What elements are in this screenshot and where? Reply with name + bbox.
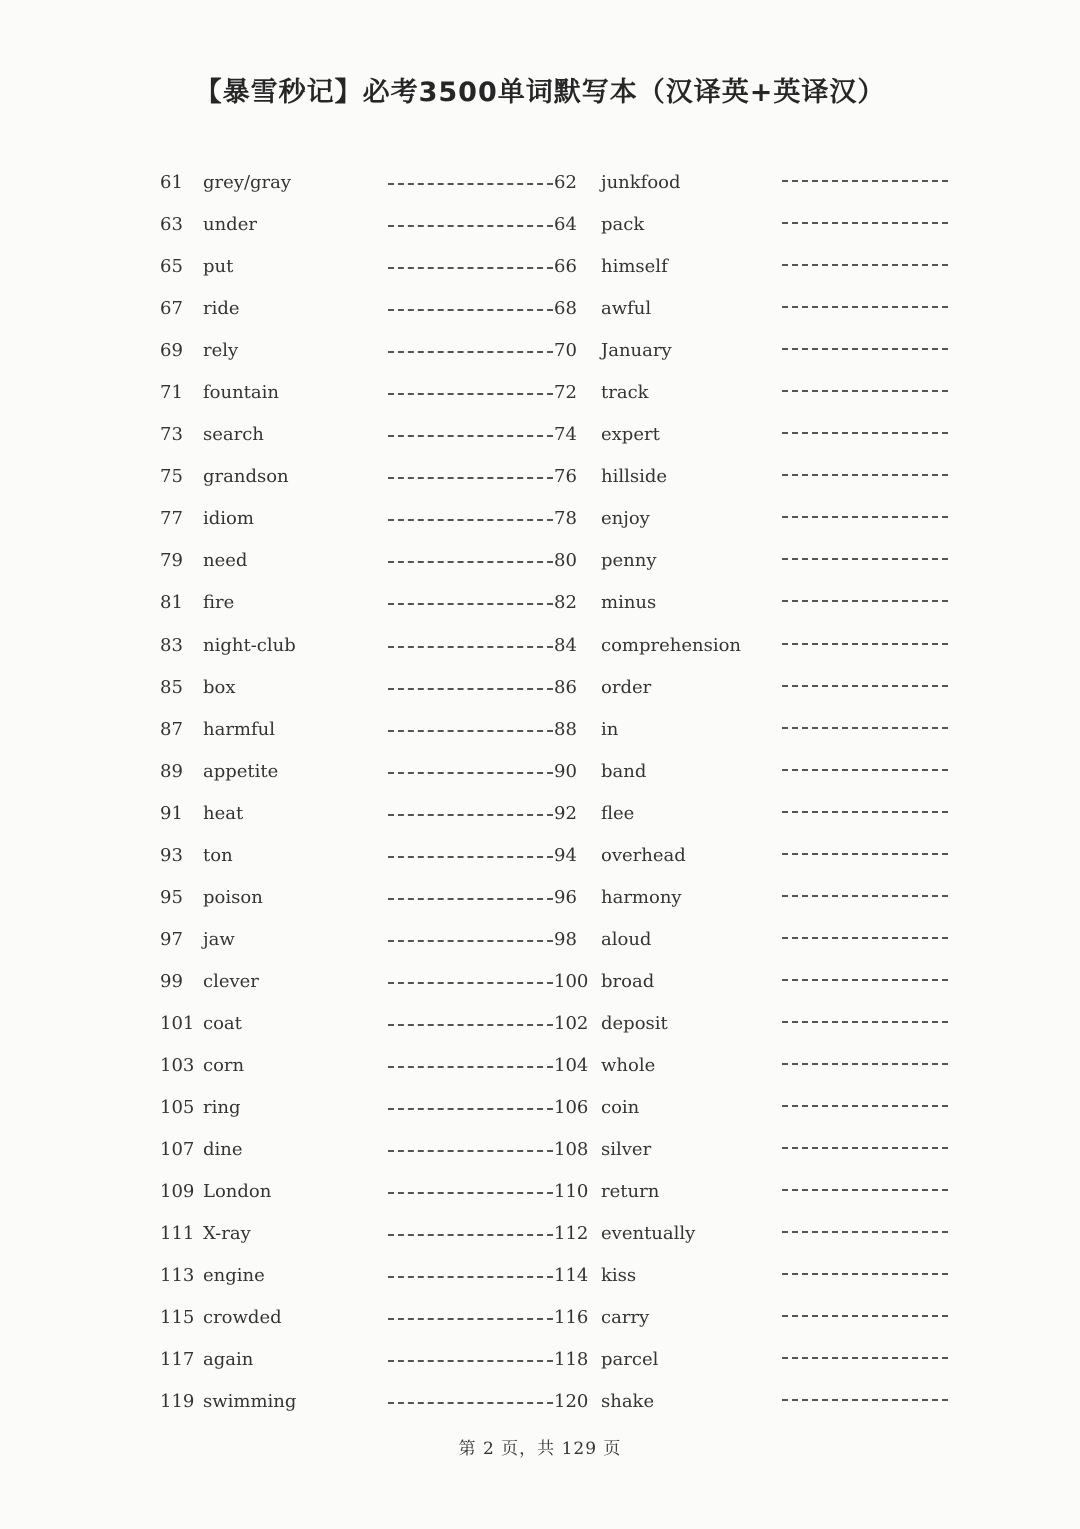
right-word: harmony (601, 886, 682, 908)
left-number: 69 (160, 340, 183, 362)
right-word: expert (601, 424, 660, 446)
word-list (0, 160, 1080, 1421)
right-answer-blank (782, 1021, 948, 1023)
right-number: 86 (554, 676, 577, 698)
word-row (0, 1253, 1080, 1295)
word-row (0, 1337, 1080, 1379)
left-answer-blank (388, 477, 553, 479)
right-answer-blank (782, 1273, 948, 1275)
left-number: 61 (160, 172, 183, 193)
left-word: put (203, 256, 234, 278)
left-answer-blank (388, 730, 553, 732)
left-number: 103 (160, 1054, 195, 1076)
left-word: night-club (203, 634, 296, 656)
right-word: coin (601, 1097, 640, 1119)
left-number: 95 (160, 886, 183, 908)
left-number: 117 (160, 1349, 195, 1371)
left-word: fountain (203, 382, 279, 404)
left-word: jaw (203, 928, 235, 950)
left-number: 73 (160, 424, 183, 446)
left-answer-blank (388, 603, 553, 605)
left-number: 91 (160, 802, 183, 824)
right-answer-blank (782, 643, 948, 645)
word-row (0, 244, 1080, 286)
right-number: 90 (554, 760, 577, 782)
right-answer-blank (782, 769, 948, 771)
right-word: hillside (601, 466, 668, 488)
right-answer-blank (782, 180, 948, 182)
left-answer-blank (388, 940, 553, 942)
left-answer-blank (388, 1318, 553, 1320)
left-number: 77 (160, 508, 183, 530)
right-answer-blank (782, 516, 948, 518)
left-word: corn (203, 1054, 245, 1076)
word-row (0, 538, 1080, 580)
right-number: 84 (554, 634, 577, 656)
left-number: 87 (160, 718, 183, 740)
word-row (0, 412, 1080, 454)
right-number: 88 (554, 718, 577, 740)
right-answer-blank (782, 685, 948, 687)
right-number: 108 (554, 1139, 589, 1161)
word-row (0, 791, 1080, 833)
left-word: grey/gray (203, 172, 292, 193)
right-answer-blank (782, 600, 948, 602)
right-word: pack (601, 214, 645, 236)
right-number: 116 (554, 1307, 589, 1329)
right-answer-blank (782, 1147, 948, 1149)
right-number: 70 (554, 340, 577, 362)
word-row (0, 707, 1080, 749)
left-number: 97 (160, 928, 183, 950)
right-number: 92 (554, 802, 577, 824)
left-word: again (203, 1349, 254, 1371)
word-row (0, 328, 1080, 370)
left-word: poison (203, 886, 263, 908)
left-number: 81 (160, 592, 183, 614)
left-answer-blank (388, 309, 553, 311)
word-row (0, 202, 1080, 244)
left-word: ton (203, 844, 233, 866)
left-answer-blank (388, 688, 553, 690)
right-answer-blank (782, 1105, 948, 1107)
right-number: 64 (554, 214, 577, 236)
right-word: aloud (601, 928, 652, 950)
left-number: 83 (160, 634, 183, 656)
word-row (0, 580, 1080, 622)
right-word: whole (601, 1054, 656, 1076)
word-row (0, 1211, 1080, 1253)
left-answer-blank (388, 646, 553, 648)
left-answer-blank (388, 267, 553, 269)
right-number: 82 (554, 592, 577, 614)
right-answer-blank (782, 895, 948, 897)
left-word: under (203, 214, 257, 236)
word-row (0, 1085, 1080, 1127)
left-answer-blank (388, 1402, 553, 1404)
right-number: 118 (554, 1349, 589, 1371)
page-footer: 第 2 页，共 129 页 (458, 1439, 622, 1459)
left-answer-blank (388, 1108, 553, 1110)
right-number: 80 (554, 550, 577, 572)
right-word: return (601, 1181, 660, 1203)
left-answer-blank (388, 1234, 553, 1236)
right-answer-blank (782, 1063, 948, 1065)
right-number: 102 (554, 1012, 589, 1034)
word-row (0, 749, 1080, 791)
left-answer-blank (388, 519, 553, 521)
word-row (0, 1127, 1080, 1169)
left-answer-blank (388, 1192, 553, 1194)
right-word: junkfood (601, 172, 681, 193)
right-answer-blank (782, 390, 948, 392)
right-number: 110 (554, 1181, 589, 1203)
left-answer-blank (388, 393, 553, 395)
left-number: 67 (160, 298, 183, 320)
right-answer-blank (782, 348, 948, 350)
left-number: 99 (160, 970, 183, 992)
word-row (0, 454, 1080, 496)
left-number: 65 (160, 256, 183, 278)
left-answer-blank (388, 982, 553, 984)
right-number: 114 (554, 1265, 589, 1287)
right-answer-blank (782, 1399, 948, 1401)
right-word: overhead (601, 844, 686, 866)
right-answer-blank (782, 1231, 948, 1233)
right-number: 76 (554, 466, 577, 488)
left-number: 109 (160, 1181, 195, 1203)
left-answer-blank (388, 1024, 553, 1026)
left-answer-blank (388, 351, 553, 353)
right-number: 112 (554, 1223, 589, 1245)
right-answer-blank (782, 1315, 948, 1317)
right-word: parcel (601, 1349, 659, 1371)
left-answer-blank (388, 856, 553, 858)
right-answer-blank (782, 558, 948, 560)
left-number: 63 (160, 214, 183, 236)
right-number: 106 (554, 1097, 589, 1119)
word-row (0, 1043, 1080, 1085)
left-word: idiom (203, 508, 254, 530)
left-word: swimming (203, 1391, 297, 1413)
left-word: appetite (203, 760, 279, 782)
right-word: January (601, 340, 672, 362)
left-answer-blank (388, 772, 553, 774)
right-answer-blank (782, 1357, 948, 1359)
left-number: 89 (160, 760, 183, 782)
right-answer-blank (782, 937, 948, 939)
right-number: 72 (554, 382, 577, 404)
right-number: 100 (554, 970, 589, 992)
left-number: 111 (160, 1223, 195, 1245)
left-word: need (203, 550, 248, 572)
left-word: search (203, 424, 264, 446)
word-row (0, 1169, 1080, 1211)
left-word: rely (203, 340, 239, 362)
right-answer-blank (782, 306, 948, 308)
left-answer-blank (388, 898, 553, 900)
word-row (0, 917, 1080, 959)
left-answer-blank (388, 1360, 553, 1362)
right-word: enjoy (601, 508, 650, 530)
word-row (0, 959, 1080, 1001)
right-word: himself (601, 256, 668, 278)
right-number: 74 (554, 424, 577, 446)
right-word: order (601, 676, 652, 698)
right-number: 98 (554, 928, 577, 950)
right-answer-blank (782, 222, 948, 224)
left-word: crowded (203, 1307, 282, 1329)
word-row (0, 1379, 1080, 1421)
word-row (0, 665, 1080, 707)
right-number: 120 (554, 1391, 589, 1413)
left-number: 85 (160, 676, 183, 698)
right-word: carry (601, 1307, 650, 1329)
left-answer-blank (388, 183, 553, 185)
right-number: 66 (554, 256, 577, 278)
right-number: 96 (554, 886, 577, 908)
left-word: London (203, 1181, 272, 1203)
left-word: coat (203, 1012, 242, 1034)
left-number: 71 (160, 382, 183, 404)
left-number: 101 (160, 1012, 195, 1034)
right-number: 78 (554, 508, 577, 530)
page-title: 【暴雪秒记】必考3500单词默写本（汉译英+英译汉） (194, 77, 886, 108)
left-answer-blank (388, 1066, 553, 1068)
word-row (0, 496, 1080, 538)
left-number: 79 (160, 550, 183, 572)
left-word: box (203, 676, 236, 698)
left-number: 75 (160, 466, 183, 488)
left-number: 119 (160, 1391, 195, 1413)
left-answer-blank (388, 1276, 553, 1278)
left-word: grandson (203, 466, 289, 488)
right-answer-blank (782, 474, 948, 476)
right-word: eventually (601, 1223, 696, 1245)
left-answer-blank (388, 814, 553, 816)
word-row (0, 1001, 1080, 1043)
left-word: dine (203, 1139, 243, 1161)
right-number: 68 (554, 298, 577, 320)
right-word: silver (601, 1139, 652, 1161)
left-number: 113 (160, 1265, 195, 1287)
left-number: 105 (160, 1097, 195, 1119)
right-word: shake (601, 1391, 655, 1413)
right-answer-blank (782, 811, 948, 813)
left-word: harmful (203, 718, 276, 740)
right-answer-blank (782, 264, 948, 266)
word-row (0, 623, 1080, 665)
left-answer-blank (388, 561, 553, 563)
right-answer-blank (782, 727, 948, 729)
left-word: heat (203, 802, 244, 824)
right-word: awful (601, 298, 652, 320)
right-answer-blank (782, 853, 948, 855)
word-row (0, 875, 1080, 917)
left-word: engine (203, 1265, 265, 1287)
right-word: track (601, 382, 649, 404)
right-word: flee (601, 802, 635, 824)
right-word: band (601, 760, 647, 782)
left-word: fire (203, 592, 235, 614)
right-answer-blank (782, 432, 948, 434)
left-answer-blank (388, 225, 553, 227)
word-row (0, 286, 1080, 328)
right-answer-blank (782, 979, 948, 981)
left-number: 107 (160, 1139, 195, 1161)
right-word: penny (601, 550, 657, 572)
left-word: X-ray (203, 1223, 251, 1245)
word-row (0, 370, 1080, 412)
right-number: 62 (554, 172, 577, 193)
right-word: minus (601, 592, 657, 614)
right-number: 104 (554, 1054, 589, 1076)
right-number: 94 (554, 844, 577, 866)
left-word: ride (203, 298, 240, 320)
right-word: deposit (601, 1012, 668, 1034)
word-row (0, 1295, 1080, 1337)
left-word: ring (203, 1097, 241, 1119)
left-number: 115 (160, 1307, 195, 1329)
left-word: clever (203, 970, 259, 992)
right-word: comprehension (601, 634, 742, 656)
right-word: broad (601, 970, 655, 992)
right-word: in (601, 718, 619, 740)
word-row (0, 160, 1080, 202)
left-number: 93 (160, 844, 183, 866)
left-answer-blank (388, 435, 553, 437)
left-answer-blank (388, 1150, 553, 1152)
right-answer-blank (782, 1189, 948, 1191)
right-word: kiss (601, 1265, 637, 1287)
word-row (0, 833, 1080, 875)
